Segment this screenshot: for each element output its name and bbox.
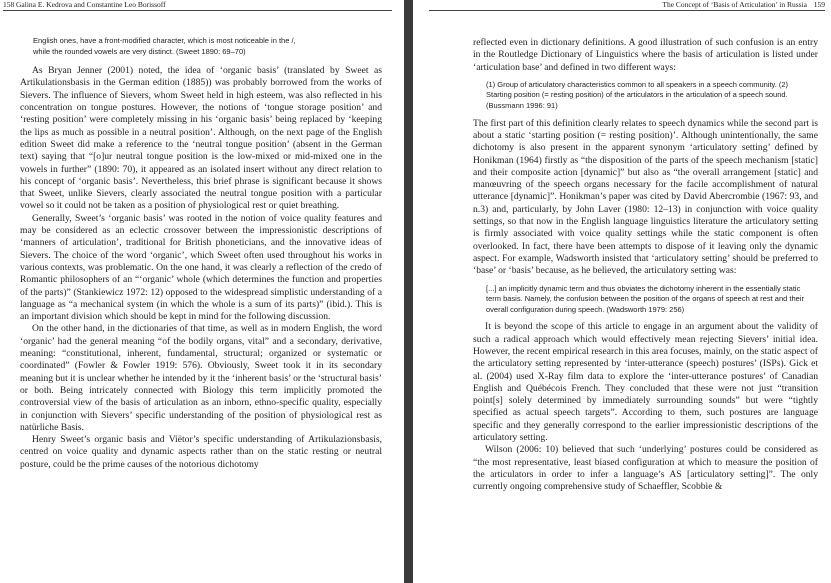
paragraph: As Bryan Jenner (2001) noted, the idea of ‘organic basis’ (translated by Sweet as Artikulationsbasis in the German edition (1885)) was probably borrowed from the works of Sievers. The influence of Sievers, whom Sweet held in high esteem, was also reflected in his concentration on tongue postures. However, the notions of ‘tongue storage position’ and ‘resting position’ were completely missing in his ‘organic basis’ being replaced by ‘keeping the lips as much as possible in a neutral position’. Although, on the next page of the English edition Sweet did make a reference to the ‘neutral tongue position’ (absent in the German text) saying that “[o]ur neutral tongue position is the low-mixed or mid-mixed one in the vowels in further” (1890: 70), it appeared as an isolated insert without any direct relation to his concept of ‘organic basis’. Nevertheless, this brief phrase is significant because it shows that Sweet, unlike Sievers, clearly associated the neutral tongue position with a particular vowel so it could not be taken as a position of physiological rest or quiet breathing. [20,65,382,212]
paragraph: It is beyond the scope of this article to engage in an argument about the validity of such a radical approach which would effectively mean rejecting Sievers’ initial idea. However, the recent empirical research in this area focuses, mainly, on the static aspect of the articulatory setting represented by ‘inter-utterance (speech) postures’ (ISPs). Gick et al. (2004) used X-Ray film data to explore the ‘inter-utterance postures’ of Canadian English and Québécois French. They concluded that these were not just “transition point[s] solely determined by immediately surrounding sounds” but were “tightly specified as actual speech targets”. According to them, such postures are language specific and they generally correspond to the earlier impressionistic descriptions of the articulatory setting. [473,321,818,443]
left-page-header [0,0,404,10]
right-page-body [473,37,818,493]
paragraph: Wilson (2006: 10) believed that such ‘underlying’ postures could be considered as “the most representative, least biased configuration at which to measure the position of the articulators in order to infer a language’s AS [articulatory setting]”. The only currently ongoing comprehensive study of Schaeffler, Scobbie & [473,444,818,493]
paragraph: Henry Sweet’s organic basis and Viëtor’s specific understanding of Artikulazionsbasis, centred on voice quality and dynamic aspects rather than on the static resting or neutral posture, could be the prime causes of the notorious dichotomy [20,434,382,470]
paragraph: reflected even in dictionary definitions. A good illustration of such confusion is an entry in the Routledge Dictionary of Linguistics where the basis of articulation is listed under ‘articulation base’ and defined in two different ways: [473,37,818,73]
page-gutter [404,0,413,583]
left-page-body [20,36,382,471]
block-quote: [...] an implicitly dynamic term and thus obviates the dichotomy inherent in the essentially static term basis. Namely, the confusion between the position of the organs of speech at rest and their overall configuration during speech. (Wadsworth 1979: 256) [486,283,804,314]
left-page [0,0,404,583]
header-rule [3,10,392,11]
running-head: The Concept of ‘Basis of Articulation’ in Russia [662,0,807,9]
paragraph: Generally, Sweet’s ‘organic basis’ was rooted in the notion of voice quality features and may be considered as an eclectic crossover between the impressionistic descriptions of ‘manners of articulation’, traditional for British phoneticians, and the innovative ideas of Sievers. The choice of the word ‘organic’, which Sweet often used throughout his works in various contexts, was problematic. On the one hand, it was clearly a reflection of the credo of Romantic philosophers of an “‘organic’ whole (which determines the function and properties of the parts)” (Stankiewicz 1972: 12) opposed to the widespread simplistic understanding of a language as “a mechanical system (in which the whole is a sum of its parts)” (ibid.). This is an important division which should be kept in mind for the following discussion. [20,212,382,323]
page-number: 159 [813,0,825,9]
page-number: 158 [3,0,15,9]
right-page [413,0,831,583]
right-page-header [413,0,831,10]
paragraph: The first part of this definition clearly relates to speech dynamics while the second part is about a static ‘starting position (= resting position)’. Although unintentionally, the same dichotomy is also present in the apparent synonym ‘articulatory setting’ defined by Honikman (1964) firstly as “the disposition of the parts of the speech mechanism [static] and their composite action [dynamic]” but also as “the overall arrangement [static] and manœuvring of the speech organs necessary for the facile accomplishment of natural utterance [dynamic]”. Honikman’s paper was cited by David Abercrombie (1967: 93, and n.3) and, particularly, by John Laver (1980: 12–13) in conjunction with voice quality settings, so that now in the English language linguistics literature the articulatory setting is firmly associated with voice quality settings while the static component is often overlooked. In fact, there have been attempts to dispose of it leaving only the dynamic aspect. For example, Wadsworth insisted that ‘articulatory setting’ should be preferred to ‘base’ or ‘basis’ because, as he believed, the articulatory setting was: [473,117,818,277]
paragraph: On the other hand, in the dictionaries of that time, as well as in modern English, the word ‘organic’ had the general meaning “of the bodily organs, vital” and a secondary, derivative, meaning: “constitutional, inherent, fundamental, structural; organized or systematic or coordinated” (Fowler & Fowler 1919: 576). Obviously, Sweet took it in its secondary meaning but it is unclear whether he intended by it the ‘inherent basis’ or the ‘structural basis’ or both. Being intricately connected with Biology this term implicitly promoted the controversial view of the basis of articulation as an inborn, ethno-specific quality, especially in conjunction with Sievers’ specific understanding of the position of physiological rest as natürliche Basis. [20,323,382,433]
block-quote-continuation: English ones, have a front-modified character, which is most noticeable in the /, while the rounded vowels are very distinct. (Sweet 1890: 69–70) [33,36,296,56]
block-quote: (1) Group of articulatory characteristics common to all speakers in a speech community. (2) Starting position (= resting position) of the articulators in the articulation of a speech sound. (Bussmann 1996: 91) [486,79,789,111]
running-head: Galina E. Kedrova and Constantine Leo Borissoff [16,0,166,9]
header-rule [429,10,825,11]
